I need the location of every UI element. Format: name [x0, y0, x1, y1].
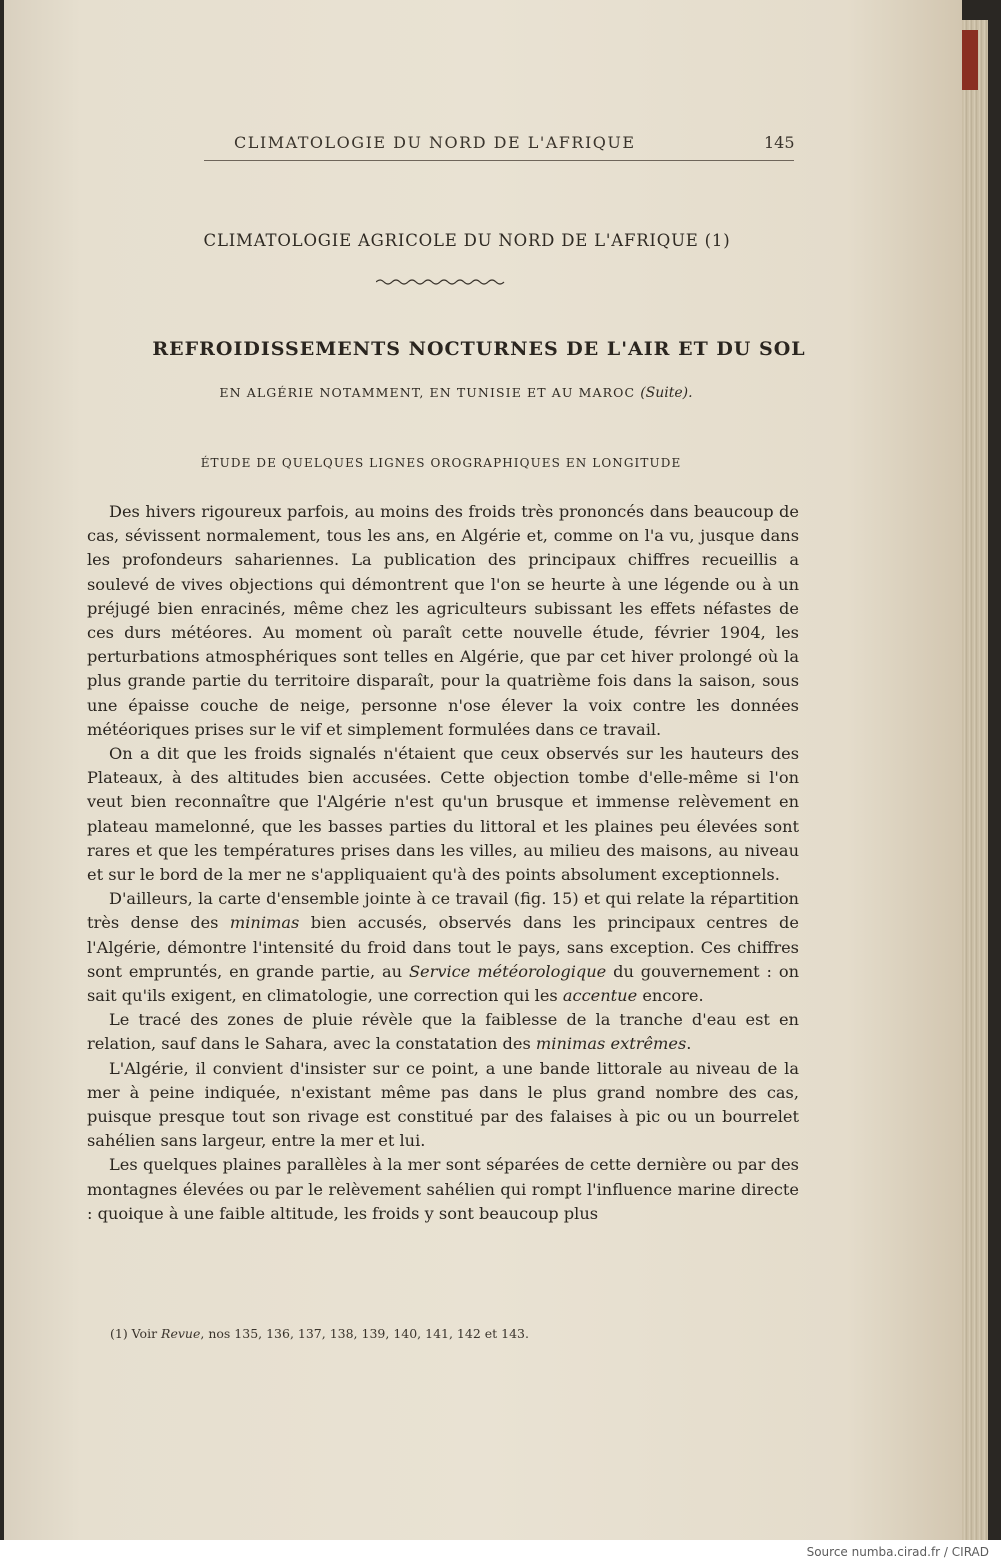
footnote-prefix: (1) Voir [110, 1326, 162, 1341]
paragraph-3-italic-minimas: minimas [229, 913, 300, 933]
paragraph-3-text-c: bien accusés, observés dans les principaux centres de l'Algérie, démontre l'intensité du froid dans tout le pays, sans exception. Ces chiffres sont empruntés, en grande partie, au [87, 913, 799, 981]
paragraph-3-italic-accentue: accentue [562, 986, 638, 1006]
article-title: REFROIDISSEMENTS NOCTURNES DE L'AIR ET DU SOL [152, 338, 806, 360]
series-title: CLIMATOLOGIE AGRICOLE DU NORD DE L'AFRIQUE (1) [203, 231, 731, 250]
footnote-rest: , nos 135, 136, 137, 138, 139, 140, 141, 142 et 143. [200, 1326, 529, 1341]
paragraph-3-text-e: du gouvernement : on sait qu'ils exigent, en climatologie, une correction qui les [87, 961, 799, 1006]
footnote-journal: Revue [161, 1326, 201, 1341]
paragraph-6: Les quelques plaines parallèles à la mer sont séparées de cette dernière ou par des montagnes élevées ou par le relèvement sahélien qui rompt l'influence marine directe : quoique à une faible altitude, les froids y sont beaucoup plus [87, 1155, 799, 1223]
paragraph-3-text-a: D'ailleurs, la carte d'ensemble jointe à ce travail (fig. 15) et qui relate la répartition très dense des [87, 889, 799, 933]
book-page [4, 0, 962, 1540]
subtitle-suite: (Suite). [640, 385, 693, 401]
paragraph-4 [87, 1008, 799, 1056]
paragraph-5: L'Algérie, il convient d'insister sur ce point, a une bande littorale au niveau de la mer à peine indiquée, n'existant même pas dans le plus grand nombre des cas, puisque presque tout son rivage est constitué par des falaises à pic ou un bourrelet sahélien sans largeur, entre la mer et lui. [87, 1058, 799, 1151]
running-title: CLIMATOLOGIE DU NORD DE L'AFRIQUE [234, 133, 636, 152]
source-credit: Source numba.cirad.fr / CIRAD [806, 1545, 989, 1559]
paragraph-1: Des hivers rigoureux parfois, au moins des froids très prononcés dans beaucoup de cas, sévissent normalement, tous les ans, en Algérie et, comme on l'a vu, jusque dans les profondeurs sahariennes. La publication des principaux chiffres recueillis a soulevé de vives objections qui démontrent que l'on se heurte à une légende ou à un préjugé bien enracinés, même chez les agriculteurs subissant les effets néfastes de ces durs météores. Au moment où paraît cette nouvelle étude, février 1904, les perturbations atmosphériques sont telles en Algérie, que par cet hiver prolongé où la plus grande partie du territoire disparaît, pour la quatrième fois dans la saison, sous une épaisse couche de neige, personne n'ose élever la voix contre les données météoriques prises sur le vif et simplement formulées dans ce travail. [87, 502, 799, 739]
footnote [110, 1326, 810, 1341]
body-text [87, 500, 799, 1226]
paragraph-4-text-a: Le tracé des zones de pluie révèle que la faiblesse de la tranche d'eau est en relation, sauf dans le Sahara, avec la constatation des [87, 1010, 799, 1054]
paragraph-4-italic-minimas: minimas extrêmes [535, 1034, 687, 1054]
paragraph-3-italic-service: Service météorologique [408, 961, 607, 981]
paragraph-4-text-c: . [686, 1034, 692, 1054]
article-subtitle [110, 385, 802, 401]
section-heading: ÉTUDE DE QUELQUES LIGNES OROGRAPHIQUES EN LONGITUDE [200, 456, 682, 470]
paragraph-2: On a dit que les froids signalés n'étaient que ceux observés sur les hauteurs des Plateaux, à des altitudes bien accusées. Cette objection tombe d'elle-même si l'on veut bien reconnaître que l'Algérie n'est qu'un brusque et immense relèvement en plateau mamelonné, que les basses parties du littoral et les plaines peu élevées sont rares et que les températures prises dans les villes, au milieu des maisons, au niveau et sur le bord de la mer ne s'appliquaient qu'à des points absolument exceptionnels. [87, 744, 799, 885]
wavy-divider [376, 278, 506, 286]
header-rule [204, 160, 794, 161]
paragraph-3-text-g: encore. [637, 986, 704, 1006]
subtitle-main: EN ALGÉRIE NOTAMMENT, EN TUNISIE ET AU MAROC [219, 385, 636, 400]
binding-marker [962, 30, 978, 90]
paragraph-3 [87, 887, 799, 1008]
page-number: 145 [764, 133, 795, 152]
